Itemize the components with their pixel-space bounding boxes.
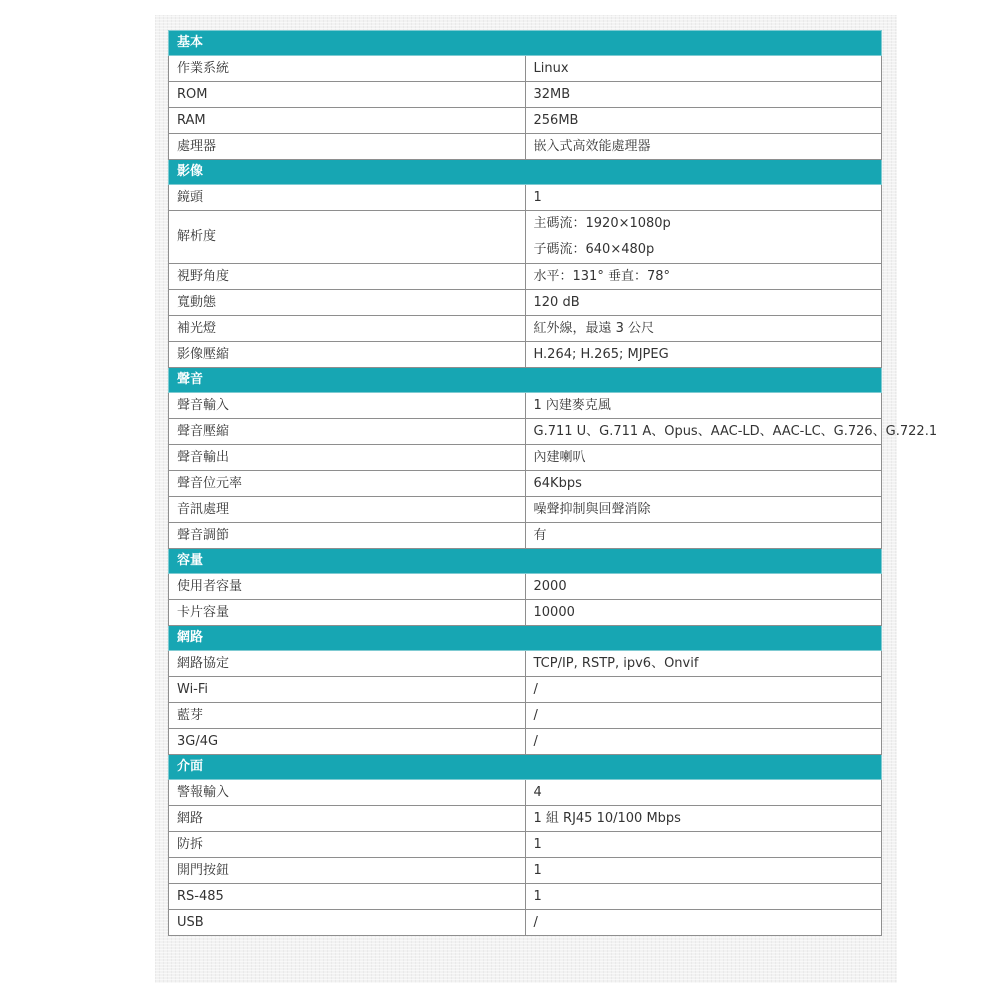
section-title: 網路: [169, 626, 882, 651]
table-row: [169, 211, 882, 264]
row-value: 嵌入式高效能處理器: [525, 134, 882, 160]
row-value: 4: [525, 780, 882, 806]
row-label: 聲音調節: [169, 523, 526, 549]
section-header-audio: [169, 368, 882, 393]
row-label: ROM: [169, 82, 526, 108]
row-label: 作業系統: [169, 56, 526, 82]
row-value: H.264; H.265; MJPEG: [525, 342, 882, 368]
table-row: [169, 651, 882, 677]
row-label: 網路協定: [169, 651, 526, 677]
row-label: 防拆: [169, 832, 526, 858]
row-label: RS-485: [169, 884, 526, 910]
section-header-network: [169, 626, 882, 651]
section-title: 容量: [169, 549, 882, 574]
section-title: 聲音: [169, 368, 882, 393]
row-value: 有: [525, 523, 882, 549]
table-row: [169, 780, 882, 806]
table-row: [169, 419, 882, 445]
row-value: 噪聲抑制與回聲消除: [525, 497, 882, 523]
table-row: [169, 884, 882, 910]
table-row: [169, 108, 882, 134]
table-row: [169, 393, 882, 419]
row-label: 3G/4G: [169, 729, 526, 755]
table-row: [169, 185, 882, 211]
row-value: 1: [525, 884, 882, 910]
row-label: 音訊處理: [169, 497, 526, 523]
row-value: 120 dB: [525, 290, 882, 316]
table-row: [169, 264, 882, 290]
table-row: [169, 574, 882, 600]
table-row: [169, 600, 882, 626]
table-row: [169, 316, 882, 342]
section-title: 影像: [169, 160, 882, 185]
row-value-line: 子碼流：640×480p: [533, 242, 655, 257]
row-value: 1 內建麥克風: [525, 393, 882, 419]
section-title: 基本: [169, 31, 882, 56]
table-row: [169, 729, 882, 755]
row-label: 處理器: [169, 134, 526, 160]
row-value: G.711 U、G.711 A、Opus、AAC-LD、AAC-LC、G.726、G.722.1: [525, 419, 882, 445]
row-label: 影像壓縮: [169, 342, 526, 368]
table-row: [169, 471, 882, 497]
row-value: /: [525, 703, 882, 729]
row-value: 紅外線，最遠 3 公尺: [525, 316, 882, 342]
row-value: 256MB: [525, 108, 882, 134]
table-row: [169, 523, 882, 549]
row-label: 開門按鈕: [169, 858, 526, 884]
row-label: 警報輸入: [169, 780, 526, 806]
table-row: [169, 497, 882, 523]
row-value: 1 組 RJ45 10/100 Mbps: [525, 806, 882, 832]
table-row: [169, 677, 882, 703]
table-row: [169, 82, 882, 108]
row-label: 鏡頭: [169, 185, 526, 211]
section-header-capacity: [169, 549, 882, 574]
section-header-basic: [169, 31, 882, 56]
row-value: 內建喇叭: [525, 445, 882, 471]
table-row: [169, 703, 882, 729]
row-label: 使用者容量: [169, 574, 526, 600]
row-label: 網路: [169, 806, 526, 832]
row-value: 64Kbps: [525, 471, 882, 497]
row-value: 水平：131° 垂直：78°: [525, 264, 882, 290]
row-label: 寬動態: [169, 290, 526, 316]
row-label: 聲音輸出: [169, 445, 526, 471]
row-label: 補光燈: [169, 316, 526, 342]
table-row: [169, 134, 882, 160]
row-label: RAM: [169, 108, 526, 134]
row-label: 卡片容量: [169, 600, 526, 626]
table-row: [169, 832, 882, 858]
row-value: 10000: [525, 600, 882, 626]
row-value: 1: [525, 858, 882, 884]
row-value: 1: [525, 832, 882, 858]
row-value: [525, 211, 882, 264]
row-value-line: 主碼流：1920×1080p: [533, 216, 671, 231]
table-row: [169, 290, 882, 316]
table-row: [169, 342, 882, 368]
table-row: [169, 445, 882, 471]
row-label: 解析度: [169, 211, 526, 264]
row-label: Wi-Fi: [169, 677, 526, 703]
section-title: 介面: [169, 755, 882, 780]
table-row: [169, 806, 882, 832]
row-label: 視野角度: [169, 264, 526, 290]
row-label: 藍芽: [169, 703, 526, 729]
row-label: USB: [169, 910, 526, 936]
table-row: [169, 858, 882, 884]
row-value: 32MB: [525, 82, 882, 108]
row-value: /: [525, 729, 882, 755]
row-value: Linux: [525, 56, 882, 82]
row-label: 聲音輸入: [169, 393, 526, 419]
row-value: TCP/IP, RSTP, ipv6、Onvif: [525, 651, 882, 677]
row-value: /: [525, 677, 882, 703]
section-header-interface: [169, 755, 882, 780]
row-value: 1: [525, 185, 882, 211]
row-label: 聲音位元率: [169, 471, 526, 497]
table-row: [169, 56, 882, 82]
section-header-image: [169, 160, 882, 185]
table-row: [169, 910, 882, 936]
row-label: 聲音壓縮: [169, 419, 526, 445]
spec-table: [168, 30, 938, 936]
row-value: 2000: [525, 574, 882, 600]
row-value: /: [525, 910, 882, 936]
